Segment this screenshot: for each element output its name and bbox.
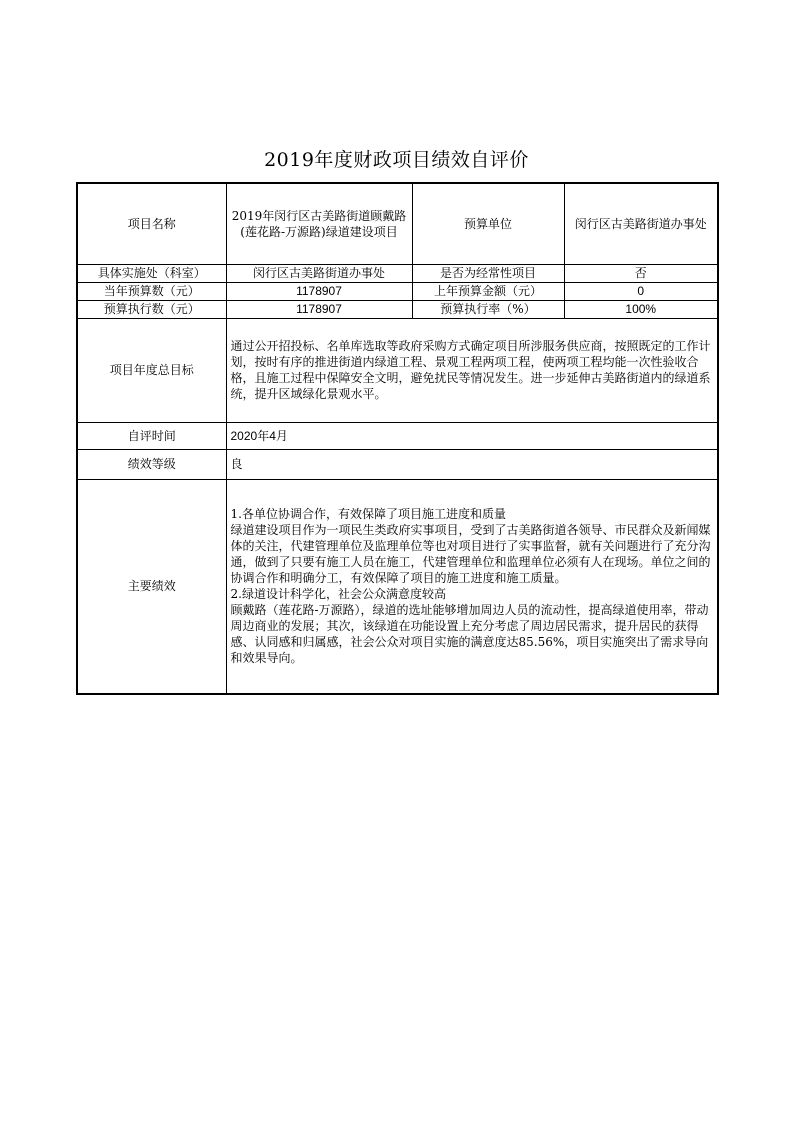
table-row xyxy=(77,183,718,264)
grade-value: 良 xyxy=(226,449,718,479)
budget-unit-label: 预算单位 xyxy=(412,183,564,264)
project-name-label: 项目名称 xyxy=(77,183,226,264)
current-budget-value: 1178907 xyxy=(226,282,412,300)
evaluation-table xyxy=(76,182,719,695)
project-name-value: 2019年闵行区古美路街道顾戴路(莲花路-万源路)绿道建设项目 xyxy=(226,183,412,264)
impl-dept-label: 具体实施处（科室） xyxy=(77,264,226,282)
table-row xyxy=(77,449,718,479)
recurring-label: 是否为经常性项目 xyxy=(412,264,564,282)
exec-rate-label: 预算执行率（%） xyxy=(412,300,564,318)
current-budget-label: 当年预算数（元） xyxy=(77,282,226,300)
prev-budget-label: 上年预算金额（元） xyxy=(412,282,564,300)
table-row xyxy=(77,282,718,300)
table-row xyxy=(77,264,718,282)
budget-unit-value: 闵行区古美路街道办事处 xyxy=(564,183,718,264)
grade-label: 绩效等级 xyxy=(77,449,226,479)
recurring-value: 否 xyxy=(564,264,718,282)
main-perf-label: 主要绩效 xyxy=(77,479,226,694)
annual-goal-label: 项目年度总目标 xyxy=(77,318,226,422)
table-row xyxy=(77,318,718,422)
prev-budget-value: 0 xyxy=(564,282,718,300)
main-perf-value: 1.各单位协调合作，有效保障了项目施工进度和质量 绿道建设项目作为一项民生类政府实事项目，受到了古美路街道各领导、市民群众及新闻媒体的关注，代建管理单位及监理单位等也对项目进行了实事监督，就有关问题进行了充分沟通，做到了只要有施工人员在施工，代建管理单位和监理单位必须有人在现场。单位之间的协调合作和明确分工，有效保障了项目的施工进度和施工质量。 2.绿道设计科学化，社会公众满意度较高 顾戴路（莲花路-万源路），绿道的选址能够增加周边人员的流动性，提高绿道使用率，带动周边商业的发展；其次，该绿道在功能设置上充分考虑了周边居民需求，提升居民的获得感、认同感和归属感，社会公众对项目实施的满意度达85.56%，项目实施突出了需求导向和效果导向。 xyxy=(226,479,718,694)
eval-time-value: 2020年4月 xyxy=(226,422,718,449)
eval-time-label: 自评时间 xyxy=(77,422,226,449)
annual-goal-value: 通过公开招投标、名单库选取等政府采购方式确定项目所涉服务供应商，按照既定的工作计划，按时有序的推进街道内绿道工程、景观工程两项工程，使两项工程均能一次性验收合格，且施工过程中保障安全文明，避免扰民等情况发生。进一步延伸古美路街道内的绿道系统，提升区域绿化景观水平。 xyxy=(226,318,718,422)
table-row xyxy=(77,300,718,318)
table-row xyxy=(77,422,718,449)
impl-dept-value: 闵行区古美路街道办事处 xyxy=(226,264,412,282)
exec-amount-value: 1178907 xyxy=(226,300,412,318)
table-row xyxy=(77,479,718,694)
page-title: 2019年度财政项目绩效自评价 xyxy=(264,149,529,171)
exec-amount-label: 预算执行数（元） xyxy=(77,300,226,318)
exec-rate-value: 100% xyxy=(564,300,718,318)
